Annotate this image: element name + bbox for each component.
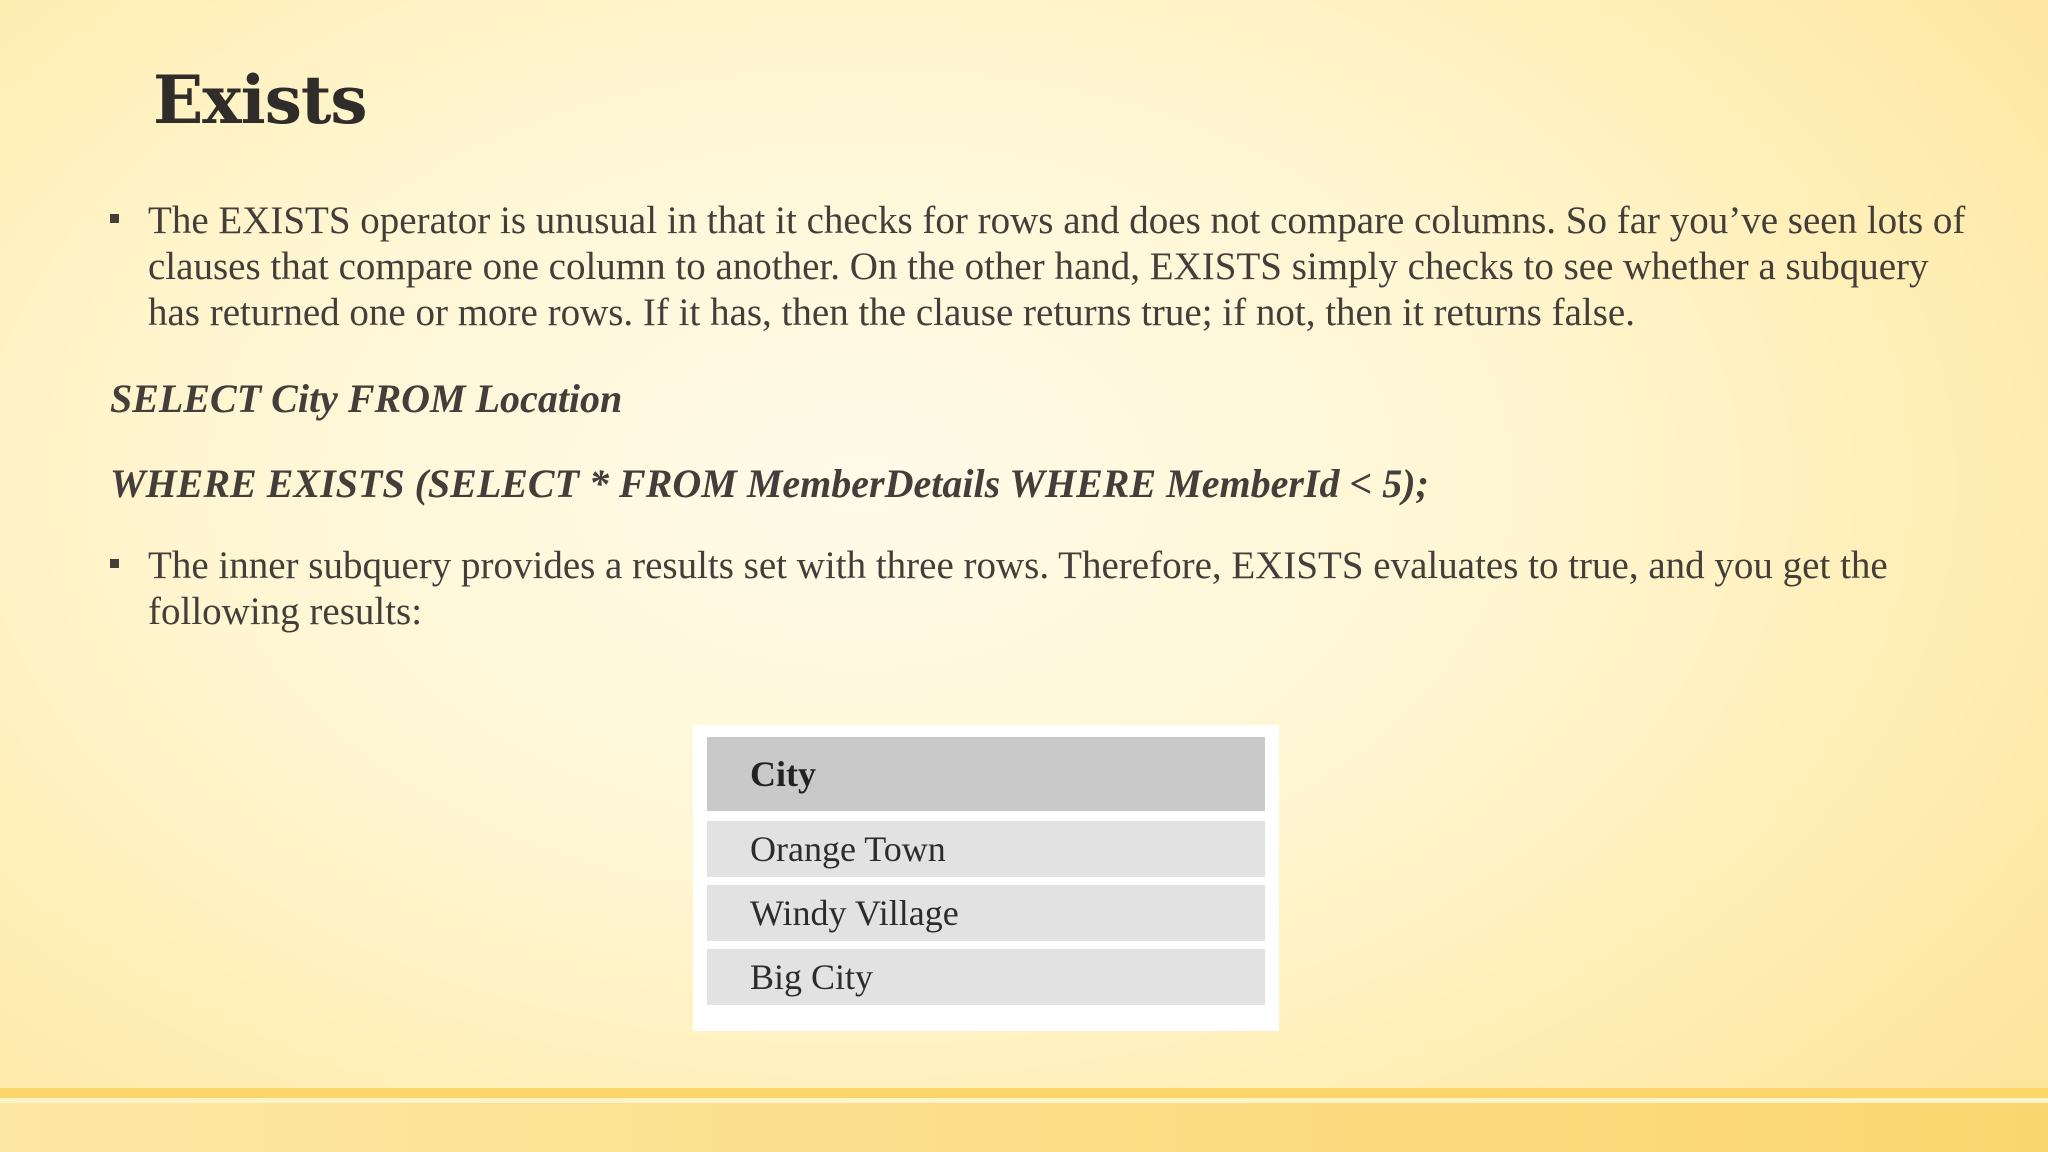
footer-accent-line: [0, 1088, 2048, 1098]
bullet-marker-icon: [110, 214, 119, 223]
table-row: Orange Town: [707, 821, 1265, 877]
footer-band: [0, 1103, 2048, 1152]
sql-code-line: SELECT City FROM Location: [110, 376, 623, 421]
table-row: Windy Village: [707, 885, 1265, 941]
bullet-item: [110, 198, 1990, 336]
slide-body: [110, 198, 1990, 635]
table-header: City: [707, 737, 1265, 811]
bullet-text: The EXISTS operator is unusual in that it checks for rows and does not compare columns. So far you’ve seen lots of clauses that compare one column to another. On the other hand, EXISTS simply checks to see whether a subquery has returned one or more rows. If it has, then the clause returns true; if not, then it returns false.: [148, 199, 1966, 334]
sql-code-line: WHERE EXISTS (SELECT * FROM MemberDetails WHERE MemberId < 5);: [110, 461, 1429, 506]
bullet-text: The inner subquery provides a results set with three rows. Therefore, EXISTS evaluates to true, and you get the following results:: [148, 544, 1888, 633]
table-row: Big City: [707, 949, 1265, 1005]
bullet-marker-icon: [110, 559, 119, 568]
slide-title: Exists: [153, 61, 367, 139]
bullet-item: [110, 543, 1990, 635]
result-table: [693, 725, 1279, 1031]
